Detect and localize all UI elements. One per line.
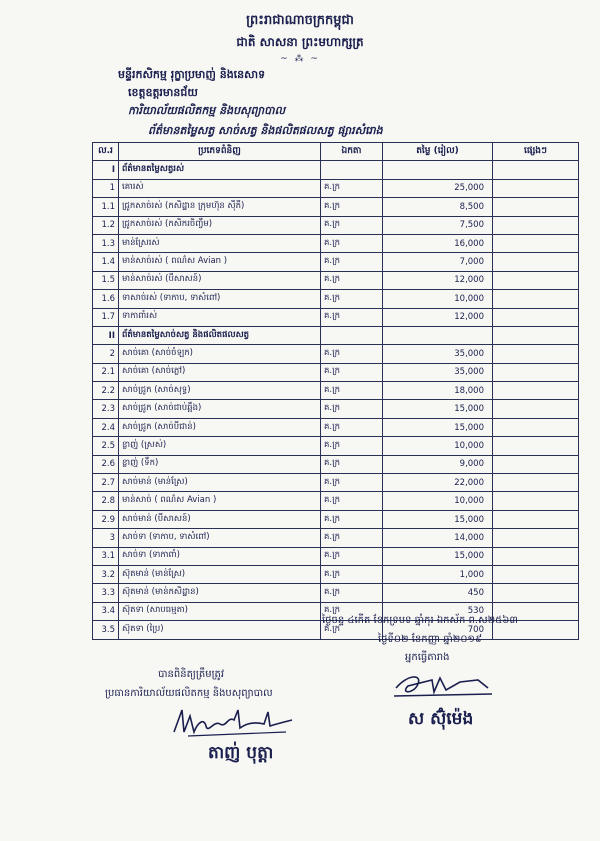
cell-type: ព័ត៌មានតម្លៃសាច់សត្វ និងផលិតផលសត្វ [119,326,321,344]
cell-price: 7,000 [383,253,493,271]
office-name: ការិយាល័យផលិតកម្ម និងបសុព្យាបាល [128,104,286,117]
cell-price: 25,000 [383,179,493,197]
cell-other [493,565,579,583]
table-row [93,455,579,473]
cell-type: សាច់គោ (សាច់ចំឡក) [119,345,321,363]
cell-price: 700 [383,621,493,639]
header-ornament: ~ ⁂ ~ [280,54,320,64]
cell-other [493,437,579,455]
cell-price: 15,000 [383,547,493,565]
cell-unit: គ.ក្រ [321,492,383,510]
cell-type: ស៊ុតមាន់ (មាន់កសិដ្ឋាន) [119,584,321,602]
cell-other [493,271,579,289]
cell-other [493,529,579,547]
cell-no: 1.7 [93,308,119,326]
chief-signature [168,702,298,742]
cell-no: 3.2 [93,565,119,583]
header-other: ផ្សេងៗ [493,143,579,161]
cell-type: ទាសាច់រស់ (ទាកាប, ទាសំពៅ) [119,290,321,308]
cell-other [493,510,579,528]
cell-price: 18,000 [383,382,493,400]
cell-price: 35,000 [383,363,493,381]
cell-no: 2.2 [93,382,119,400]
preparer-signature [388,668,498,702]
solar-date: ថ្ងៃទី០២ ខែកញ្ញា ឆ្នាំ២០១៩ [378,634,483,645]
cell-no: 2.4 [93,418,119,436]
cell-other [493,418,579,436]
cell-no: 1.1 [93,198,119,216]
cell-price: 7,500 [383,216,493,234]
table-row [93,547,579,565]
table-row [93,565,579,583]
cell-type: ខ្លាញ់ (ទឹក) [119,455,321,473]
table-row [93,437,579,455]
cell-unit: គ.ក្រ [321,382,383,400]
cell-type: ស៊ុតទា (សាបធម្មតា) [119,602,321,620]
cell-type: មាន់សាច់រស់ ( ពណ៌ស Avian ) [119,253,321,271]
cell-other [493,584,579,602]
cell-no: 3.5 [93,621,119,639]
cell-unit: គ.ក្រ [321,198,383,216]
cell-unit: គ.ក្រ [321,547,383,565]
table-row [93,382,579,400]
cell-unit: គ.ក្រ [321,363,383,381]
cell-type: សាច់គោ (សាច់ភ្លៅ) [119,363,321,381]
cell-other [493,198,579,216]
cell-type: ស៊ុតមាន់ (មាន់ស្រែ) [119,565,321,583]
cell-unit: គ.ក្រ [321,308,383,326]
table-row [93,584,579,602]
cell-other [493,234,579,252]
cell-unit: គ.ក្រ [321,234,383,252]
cell-type: ជ្រូកសាច់រស់ (កសិដ្ឋាន ក្រុមហ៊ុន ស៊ីភី) [119,198,321,216]
lunar-date: ថ្ងៃចន្ទ ៤កើត ខែភទ្របទ ឆ្នាំកុរ ឯកស័ក ព.ស២៥៦៣ [322,615,518,626]
cell-unit: គ.ក្រ [321,584,383,602]
cell-type: សាច់ជ្រូក (សាច់ជាប់ឆ្អឹង) [119,400,321,418]
cell-other [493,290,579,308]
cell-unit: គ.ក្រ [321,400,383,418]
section-row [93,161,579,179]
cell-type: ខ្លាញ់ (ស្រស់) [119,437,321,455]
cell-price: 14,000 [383,529,493,547]
cell-no: II [93,326,119,344]
table-row [93,308,579,326]
cell-other [493,253,579,271]
cell-type: សាច់ទា (ទាកាប, ទាសំពៅ) [119,529,321,547]
cell-unit: គ.ក្រ [321,253,383,271]
document-title: ព័ត៌មានតម្លៃសត្វ សាច់សត្វ និងផលិតផលសត្វ ផ្សារសំរោង [148,124,383,137]
prepared-by-label: អ្នកធ្វើតារាង [405,652,450,663]
cell-other [493,455,579,473]
chief-name: តាញ់ បុត្តា [208,743,274,763]
national-motto: ជាតិ សាសនា ព្រះមហាក្សត្រ [236,35,364,49]
cell-unit: គ.ក្រ [321,565,383,583]
cell-no: 2.6 [93,455,119,473]
cell-no: 2.9 [93,510,119,528]
preparer-name: ស ស៊ុំម៉េង [408,709,474,729]
cell-no: 3 [93,529,119,547]
header-price: តម្លៃ (រៀល) [383,143,493,161]
section-row [93,326,579,344]
cell-type: ទាកាពាំរស់ [119,308,321,326]
cell-price [383,326,493,344]
cell-no: 2.3 [93,400,119,418]
cell-type: ព័ត៌មានតម្លៃសត្វរស់ [119,161,321,179]
cell-no: 3.4 [93,602,119,620]
cell-other [493,382,579,400]
table-header-row [93,143,579,161]
cell-other [493,161,579,179]
table-row [93,400,579,418]
header-no: ល.រ [93,143,119,161]
cell-type: ស៊ុតទា (ប្រៃ) [119,621,321,639]
table-row [93,198,579,216]
cell-price: 16,000 [383,234,493,252]
cell-type: មាន់សាច់ ( ពណ៌ស Avian ) [119,492,321,510]
table-row [93,363,579,381]
table-row [93,529,579,547]
cell-unit: គ.ក្រ [321,602,383,620]
table-row [93,253,579,271]
cell-price: 10,000 [383,492,493,510]
cell-unit: គ.ក្រ [321,510,383,528]
cell-no: 3.3 [93,584,119,602]
cell-other [493,179,579,197]
table-row [93,216,579,234]
cell-no: 1.5 [93,271,119,289]
cell-other [493,400,579,418]
cell-other [493,363,579,381]
reviewed-label: បានពិនិត្យត្រឹមត្រូវ [158,669,225,680]
cell-unit: គ.ក្រ [321,621,383,639]
cell-price: 530 [383,602,493,620]
cell-other [493,345,579,363]
cell-price: 35,000 [383,345,493,363]
table-row [93,492,579,510]
cell-no: 3.1 [93,547,119,565]
cell-type: គោរស់ [119,179,321,197]
cell-price [383,161,493,179]
cell-no: 2 [93,345,119,363]
cell-no: 2.8 [93,492,119,510]
cell-type: សាច់មាន់ (មាន់ស្រែ) [119,474,321,492]
cell-price: 12,000 [383,308,493,326]
cell-unit: គ.ក្រ [321,179,383,197]
table-row [93,179,579,197]
chief-title: ប្រធានការិយាល័យផលិតកម្ម និងបសុព្យាបាល [105,688,273,699]
cell-price: 1,000 [383,565,493,583]
cell-no: 1 [93,179,119,197]
cell-other [493,216,579,234]
cell-price: 450 [383,584,493,602]
kingdom-header: ព្រះរាជាណាចក្រកម្ពុជា [246,13,354,28]
cell-price: 15,000 [383,510,493,528]
cell-price: 10,000 [383,437,493,455]
table-row [93,234,579,252]
cell-no: 1.2 [93,216,119,234]
cell-type: សាច់ជ្រូក (សាច់សុទ្ធ) [119,382,321,400]
cell-price: 8,500 [383,198,493,216]
cell-price: 22,000 [383,474,493,492]
cell-type: ជ្រូកសាច់រស់ (កសិករចិញ្ចឹម) [119,216,321,234]
table-row [93,418,579,436]
table-body [93,161,579,639]
cell-unit: គ.ក្រ [321,437,383,455]
table-row [93,474,579,492]
cell-other [493,308,579,326]
cell-type: សាច់មាន់ (បីសាសន៍) [119,510,321,528]
department-name: មន្ទីរកសិកម្ម រុក្ខាប្រមាញ់ និងនេសាទ [118,68,266,81]
cell-no: 2.1 [93,363,119,381]
cell-unit: គ.ក្រ [321,290,383,308]
header-type: ប្រភេទពំនិញ [119,143,321,161]
province-name: ខេត្តឧត្តរមានជ័យ [128,86,198,99]
cell-price: 10,000 [383,290,493,308]
cell-no: 2.7 [93,474,119,492]
table-row [93,510,579,528]
cell-unit: គ.ក្រ [321,529,383,547]
cell-price: 9,000 [383,455,493,473]
cell-unit [321,161,383,179]
cell-type: មាន់សាច់រស់ (បីសាសន៍) [119,271,321,289]
table-row [93,290,579,308]
cell-no: 1.3 [93,234,119,252]
price-table [92,142,579,640]
cell-type: មាន់ស្រែរស់ [119,234,321,252]
cell-unit: គ.ក្រ [321,474,383,492]
cell-price: 12,000 [383,271,493,289]
cell-no: I [93,161,119,179]
table-row [93,345,579,363]
cell-price: 15,000 [383,418,493,436]
cell-unit: គ.ក្រ [321,271,383,289]
cell-other [493,492,579,510]
cell-unit [321,326,383,344]
header-unit: ឯកតា [321,143,383,161]
cell-type: សាច់ទា (ទាកាពាំ) [119,547,321,565]
cell-unit: គ.ក្រ [321,345,383,363]
cell-no: 2.5 [93,437,119,455]
table-row [93,271,579,289]
cell-type: សាច់ជ្រូក (សាច់បីជាន់) [119,418,321,436]
cell-other [493,547,579,565]
cell-unit: គ.ក្រ [321,455,383,473]
cell-other [493,474,579,492]
cell-other [493,326,579,344]
cell-no: 1.6 [93,290,119,308]
cell-unit: គ.ក្រ [321,418,383,436]
cell-unit: គ.ក្រ [321,216,383,234]
cell-no: 1.4 [93,253,119,271]
cell-price: 15,000 [383,400,493,418]
